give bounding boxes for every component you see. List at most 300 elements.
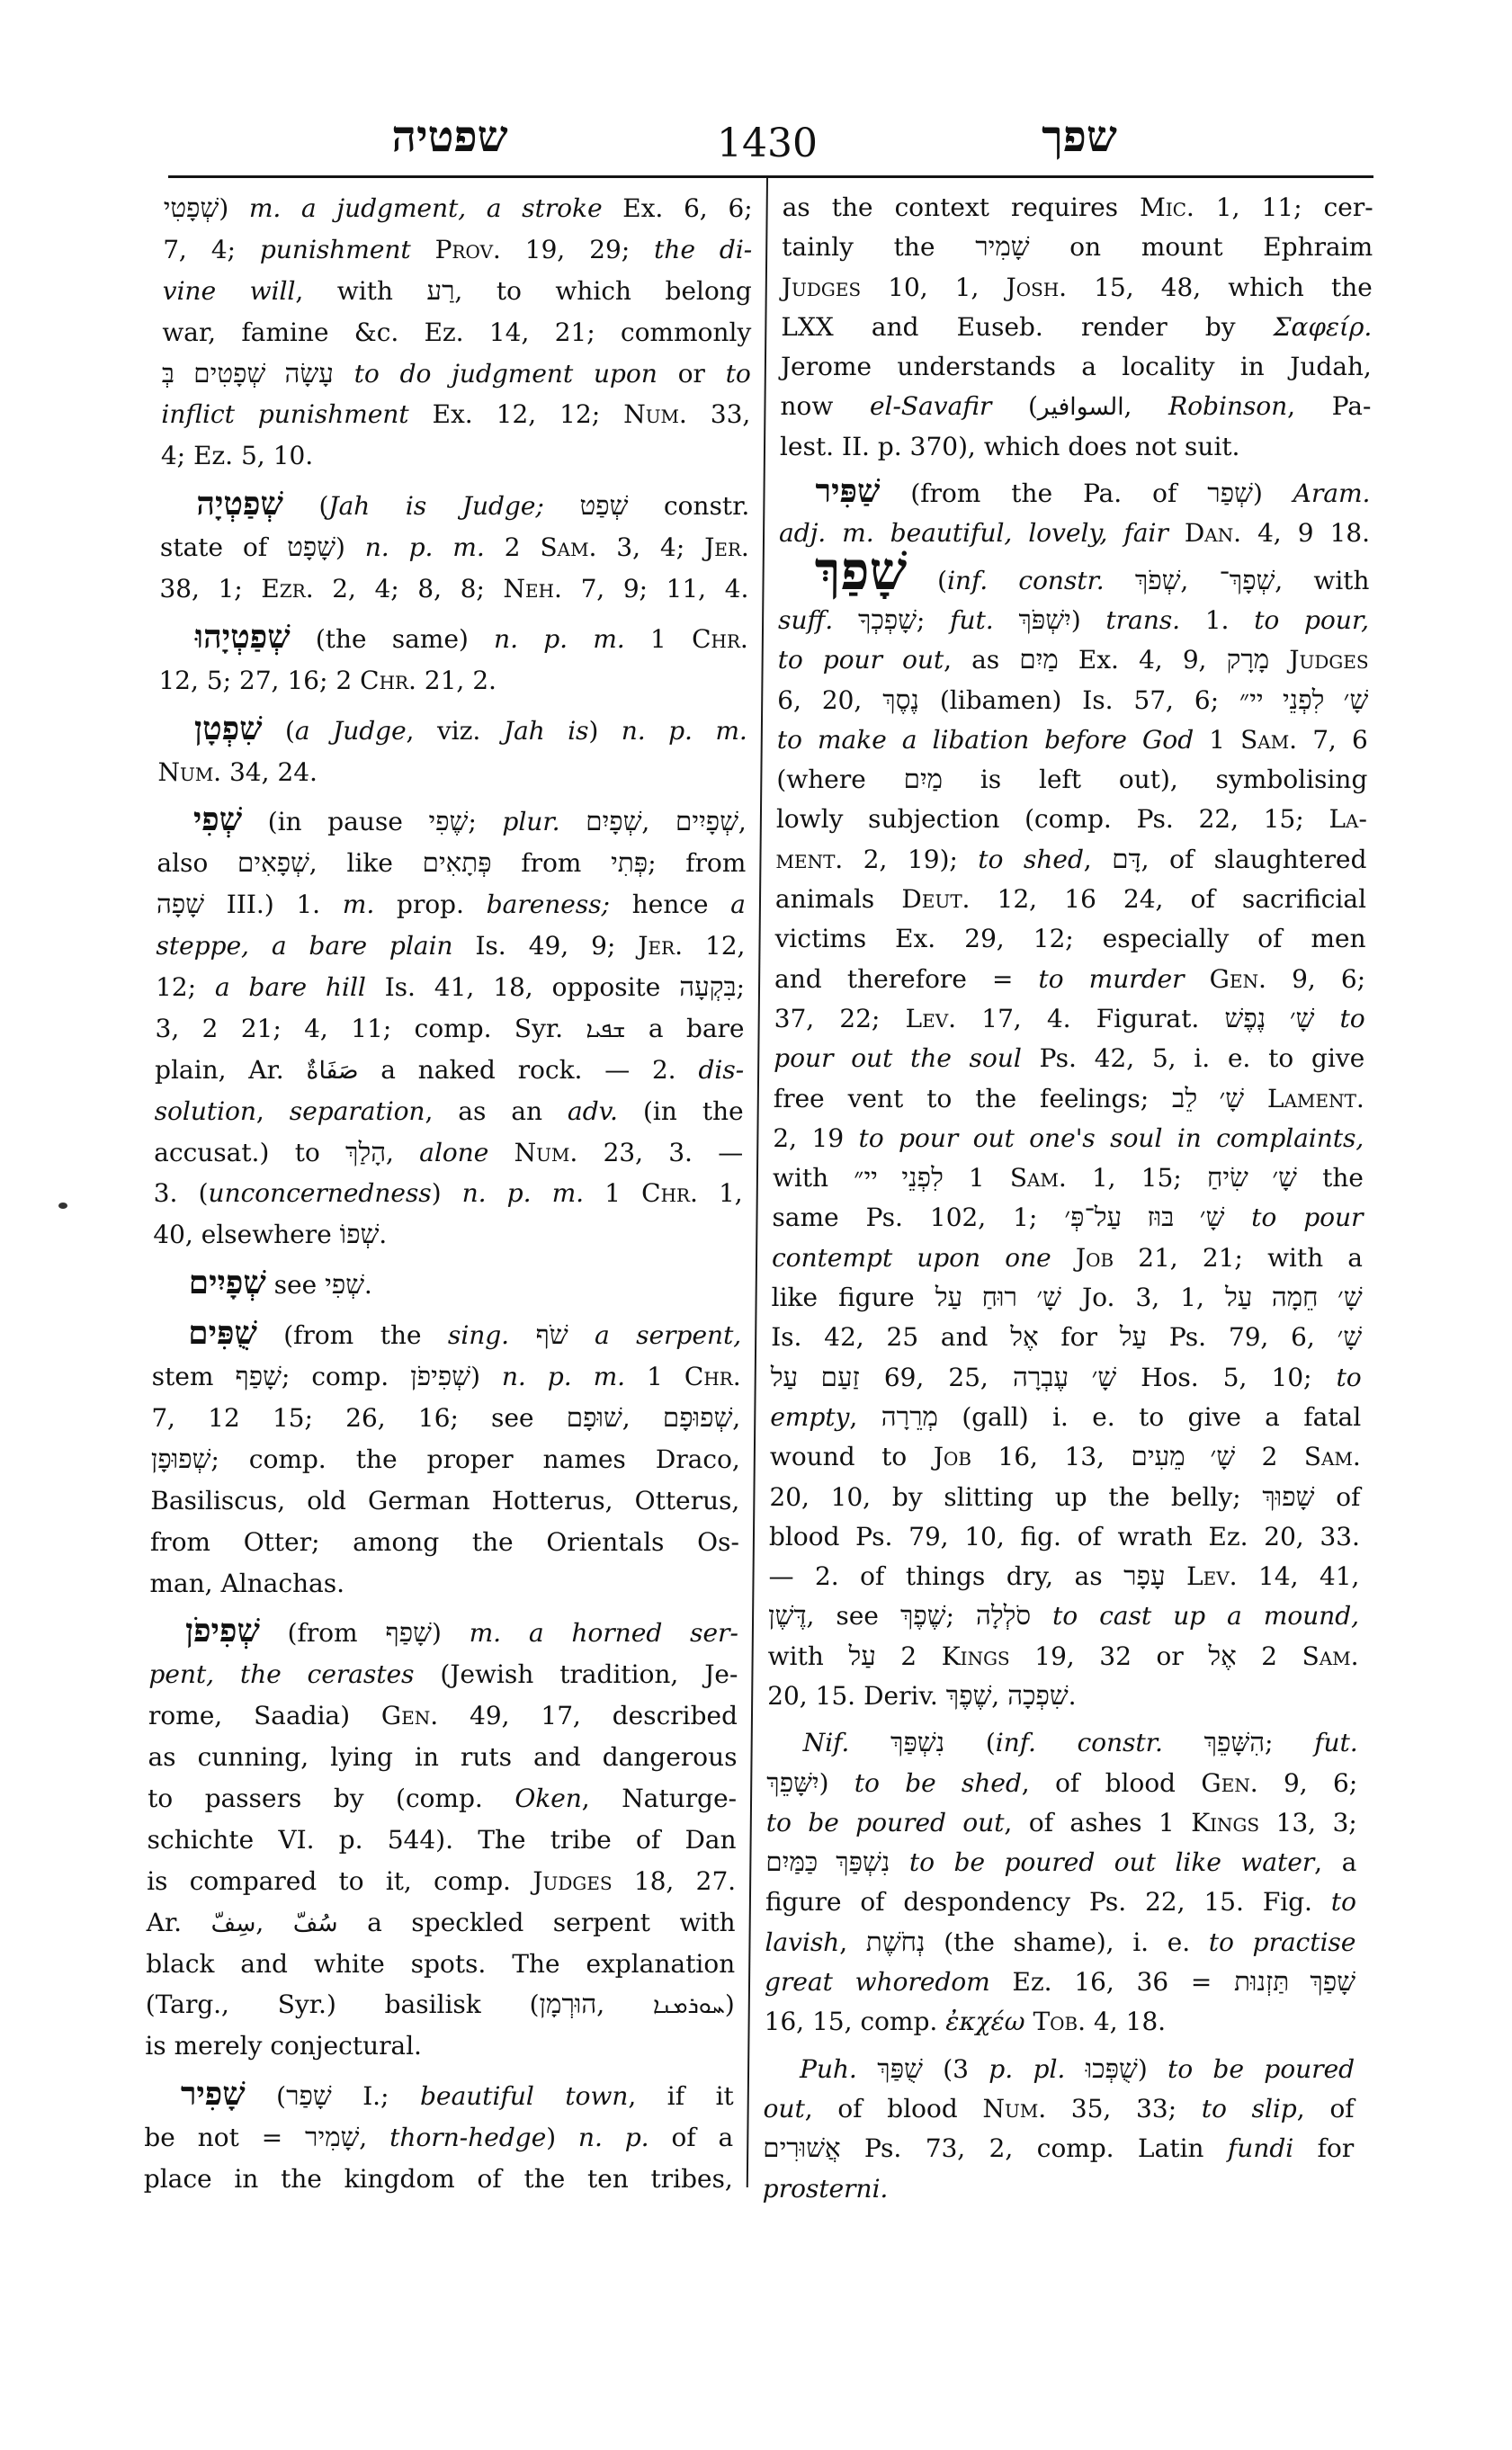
italic-text: separation (289, 1095, 425, 1126)
text-line (772, 1238, 1363, 1278)
small-caps-reference: Kings (1191, 1807, 1260, 1838)
roman-text: 13, 3; (1259, 1807, 1357, 1838)
hebrew-word: בִּקְעָה (679, 973, 737, 1003)
roman-text: constr. (628, 491, 750, 522)
text-line (778, 601, 1369, 640)
italic-text: to murder (1038, 963, 1185, 994)
hebrew-word: שָׁפְכְךָ (857, 605, 917, 635)
roman-text: 34, 24. (221, 756, 318, 787)
text-line (161, 394, 750, 435)
hebrew-headword: שְׁפִי (192, 801, 243, 838)
italic-text: bareness; (486, 890, 611, 920)
roman-text: 7, 9; 11, 4. (561, 574, 749, 604)
roman-text: 1, (697, 1178, 743, 1209)
roman-text: the (1296, 1163, 1364, 1194)
roman-text: 49, 17, described (438, 1701, 738, 1731)
small-caps-reference: Gen. (380, 1701, 439, 1731)
text-line (776, 760, 1367, 800)
italic-text: fut. (949, 604, 994, 635)
italic-text: out (763, 2093, 805, 2124)
hebrew-word: דָּם (1112, 845, 1141, 874)
roman-text: (Targ., Syr.) basilisk ( (145, 1990, 540, 2020)
roman-text: ) (431, 1178, 462, 1209)
small-caps-reference: Prov. (434, 234, 502, 264)
small-caps-reference: Num. (623, 399, 688, 430)
roman-text: 17, 4. Figurat. (955, 1003, 1225, 1033)
italic-text: pent, the cerastes (148, 1659, 415, 1690)
small-caps-reference: Judges (781, 272, 862, 302)
small-caps-reference: Tob. (1033, 2007, 1087, 2037)
roman-text: lowly subjection (comp. Ps. 22, 15; (775, 804, 1329, 835)
text-line (777, 640, 1368, 680)
roman-text (568, 1320, 595, 1350)
italic-text: inf. constr. (995, 1728, 1164, 1758)
italic-text: Robinson (1168, 391, 1288, 422)
roman-text: 3, 2 21; 4, 11; comp. Syr. (155, 1013, 586, 1043)
roman-text: 2 (875, 1641, 942, 1671)
hebrew-word: שָׁפַף (235, 1363, 282, 1392)
text-line (771, 1358, 1362, 1398)
hebrew-word: שְׁפָךְ־ (1219, 566, 1275, 595)
roman-text: is merely conjectural. (145, 2031, 423, 2061)
roman-text: , Naturge- (581, 1783, 738, 1813)
roman-text: Ex. 4, 9, (1058, 645, 1227, 675)
text-line (157, 752, 747, 793)
roman-text: 20, 15. Deriv. (767, 1680, 946, 1711)
roman-text: a bare (625, 1013, 745, 1043)
hebrew-word: שְׁפָיִים (675, 808, 739, 837)
text-line (157, 843, 746, 884)
italic-text: empty (770, 1401, 850, 1432)
text-line (163, 229, 752, 271)
hebrew-word: שְׁפוּפָן (150, 1444, 211, 1474)
roman-text: I.; (331, 2081, 421, 2112)
roman-text: , of slaughtered (1141, 844, 1367, 874)
roman-text: Basiliscus, old German Hotterus, Otterus, (150, 1485, 740, 1516)
small-caps-reference: Josh. (1006, 272, 1068, 302)
roman-text: , to which belong (454, 275, 752, 306)
italic-text: to cast up a mound, (1051, 1601, 1360, 1632)
roman-text: 23, 3. — (577, 1137, 744, 1167)
hebrew-word: אֶל (1010, 1323, 1039, 1353)
small-caps-reference: Num. (982, 2093, 1047, 2124)
small-caps-reference: Neh. (503, 574, 563, 604)
roman-text (1024, 2007, 1033, 2036)
roman-text: ; (1264, 1728, 1315, 1758)
roman-text: is compared to it, comp. (147, 1865, 533, 1896)
hebrew-word: שְׁפַר (1207, 479, 1254, 509)
roman-text: 40, elsewhere (153, 1220, 340, 1250)
italic-text: n. p. m. (621, 715, 748, 746)
roman-text: victims Ex. 29, 12; especially of men (774, 924, 1366, 954)
small-caps-reference: Lament. (1266, 1083, 1365, 1113)
roman-text: ; from (647, 848, 747, 879)
roman-text: ; (916, 604, 951, 635)
roman-text: Ez. 16, 36 = (989, 1967, 1235, 1998)
text-line (774, 1079, 1364, 1119)
roman-text: on mount Ephraim (1029, 232, 1373, 263)
roman-text (833, 605, 858, 635)
hebrew-word: שָׁ׳ (1337, 1323, 1363, 1353)
roman-text: , (849, 1401, 881, 1432)
text-line (152, 1356, 741, 1398)
roman-text: 35, 33; (1046, 2093, 1202, 2124)
roman-text: see (265, 1270, 326, 1301)
roman-text: 1, 11; cer- (1194, 192, 1373, 222)
roman-text: 12; (155, 972, 216, 1003)
roman-text: animals (774, 884, 902, 915)
roman-text: a naked rock. — 2. (358, 1054, 699, 1085)
text-line (775, 880, 1366, 919)
text-line (774, 960, 1365, 999)
text-line (763, 2089, 1354, 2129)
text-line (148, 1737, 737, 1778)
roman-text: for (1293, 2133, 1355, 2164)
text-line (765, 1882, 1356, 1922)
italic-text: a (730, 890, 747, 920)
text-line (160, 527, 749, 568)
roman-text: ) (1252, 478, 1293, 509)
small-caps-reference: Jer. (703, 532, 750, 563)
roman-text: Ex. 12, 12; (408, 399, 624, 430)
entry-first-line (159, 619, 748, 660)
italic-text: n. p. (577, 2123, 649, 2153)
roman-text (1224, 1203, 1251, 1232)
hebrew-word: שֶׁפֶךְ (899, 1602, 946, 1632)
roman-text: plain, Ar. (154, 1054, 307, 1085)
roman-text: , see (806, 1601, 901, 1632)
text-line (163, 188, 752, 229)
hebrew-headword: שֻׁפִּים (188, 1315, 258, 1352)
roman-text: , (385, 1137, 420, 1167)
text-line (766, 1764, 1357, 1803)
roman-text: for (1038, 1322, 1120, 1353)
roman-text: 4, 18. (1085, 2007, 1167, 2037)
roman-text: , of (1296, 2093, 1355, 2124)
roman-text: , if it (628, 2081, 734, 2112)
small-caps-reference: Sam. (1239, 724, 1298, 755)
hebrew-headword: שַׁפִּיר (815, 473, 881, 510)
small-caps-reference: Lev. (905, 1003, 957, 1033)
roman-text (488, 1138, 514, 1167)
text-line (771, 1278, 1362, 1318)
hebrew-headword: שְׁפִיפֹן (184, 1613, 261, 1650)
italic-text: n. p. m. (461, 1178, 585, 1209)
roman-text: 18, 27. (612, 1865, 737, 1896)
hebrew-word: שֻׁפְּכוּ (1085, 2054, 1138, 2084)
italic-text: fut. (1313, 1728, 1358, 1758)
italic-text: trans. (1105, 604, 1181, 635)
hebrew-word: שְׁפָיִם (586, 808, 642, 837)
italic-text: plur. (502, 807, 560, 837)
arabic-word: صَفَاةٌ (306, 1056, 359, 1085)
hebrew-word: עַל (1119, 1323, 1148, 1353)
text-line (782, 188, 1373, 228)
text-line (773, 1119, 1364, 1158)
roman-text (334, 359, 354, 389)
roman-text: Ex. 6, 6; (602, 193, 753, 223)
roman-text: ( (944, 1728, 996, 1758)
text-line (146, 1984, 735, 2025)
roman-text: 2, 19 (773, 1122, 859, 1153)
roman-text: blood Ps. 79, 10, fig. of wrath Ez. 20, 33. (768, 1521, 1361, 1551)
italic-text: to practise (1208, 1927, 1356, 1957)
roman-text: 16, 15, comp. (764, 2007, 946, 2037)
small-caps-reference: Num. (157, 756, 222, 787)
text-line (769, 1478, 1360, 1517)
text-line (774, 1039, 1364, 1078)
roman-text: 2 (1234, 1442, 1305, 1472)
italic-text: to (1336, 1362, 1362, 1392)
roman-text: , viz. (406, 715, 504, 746)
roman-text: (where (776, 765, 904, 795)
roman-text: ) (1137, 2053, 1168, 2084)
roman-text: 1 (624, 1362, 685, 1392)
roman-text: with (767, 1641, 849, 1671)
roman-text: 1 (624, 623, 693, 654)
hebrew-word: שָׁמִיר (304, 2124, 360, 2153)
syriac-word: ܫܦܝܐ (586, 1015, 626, 1042)
hebrew-headword: שָׁפִיר (180, 2076, 246, 2113)
roman-text: 3, 4; (596, 532, 705, 563)
roman-text: rome, Saadia) (148, 1701, 382, 1731)
hebrew-word: לִפְנֵי יי״ (854, 1164, 944, 1194)
roman-text: place in the kingdom of the ten tribes, (143, 2163, 734, 2194)
roman-text: ) (335, 532, 366, 563)
roman-text: 1 (583, 1178, 642, 1209)
text-line (771, 1318, 1362, 1357)
hebrew-headword: שְׁפָיִים (188, 1265, 266, 1301)
text-line (150, 1522, 739, 1563)
italic-text: punishment (259, 234, 411, 264)
roman-text: wound to (769, 1442, 934, 1472)
hebrew-word: שְׁפַט (579, 492, 629, 522)
roman-text (849, 1728, 890, 1757)
hebrew-word: הִשָּׁפֵךְ (1203, 1729, 1266, 1758)
roman-text: ) (546, 2123, 579, 2153)
small-caps-reference: La- (1329, 804, 1368, 835)
roman-text (559, 807, 586, 836)
italic-text: Nif. (802, 1728, 850, 1758)
text-line (775, 840, 1366, 880)
roman-text: 7, 12 15; 26, 16; see (151, 1402, 567, 1433)
roman-text: — 2. of things dry, as (768, 1561, 1124, 1592)
hebrew-word: שָׁ׳ בּוּז עַל־פְּ׳ (1064, 1203, 1225, 1233)
roman-text: 2 (484, 532, 541, 563)
roman-text (857, 2054, 878, 2084)
small-caps-reference: Judges (1289, 645, 1369, 675)
roman-text: , of blood (1021, 1767, 1202, 1798)
syriac-word: ܚܘܪܡܢܐ (652, 1992, 725, 2019)
roman-text (1163, 1728, 1204, 1757)
roman-text: lest. II. p. 370), which does not suit. (779, 431, 1240, 461)
italic-text: Oken (514, 1783, 583, 1813)
hebrew-word: הוּרְמָן (539, 1990, 597, 2020)
roman-text: hence (609, 890, 731, 920)
roman-text (1314, 1004, 1339, 1033)
roman-text: prop. (374, 890, 487, 920)
hebrew-word: מָרָק (1226, 646, 1270, 675)
italic-text: a bare hill (214, 972, 366, 1003)
roman-text: , with (295, 275, 427, 306)
small-caps-reference: Num. (514, 1137, 578, 1167)
hebrew-word: פְּתִי (610, 849, 649, 879)
text-line (162, 312, 751, 353)
text-line (161, 435, 750, 477)
text-line (776, 800, 1367, 839)
roman-text: Ps. 42, 5, i. e. to give (1021, 1043, 1365, 1074)
text-line (149, 1563, 738, 1605)
italic-text: great whoredom (764, 1967, 990, 1998)
italic-text: unconcernedness (208, 1178, 432, 1209)
roman-text: ( (262, 715, 296, 746)
hebrew-word: שָׁ׳ מֵעִים (1131, 1443, 1236, 1472)
roman-text: . (1068, 1680, 1077, 1711)
roman-text: (from the (256, 1320, 449, 1351)
italic-text: to make a libation before God (776, 724, 1194, 755)
text-line (155, 1050, 744, 1091)
text-line (769, 1517, 1360, 1557)
text-line (156, 967, 745, 1008)
text-line (144, 2159, 733, 2200)
text-line (774, 919, 1365, 959)
italic-text: fundi (1227, 2133, 1294, 2164)
italic-text: a serpent, (594, 1320, 742, 1351)
hebrew-word: אֲשׁוּרִים (763, 2134, 841, 2164)
text-line (781, 347, 1372, 387)
roman-text: 33, (686, 399, 751, 430)
hebrew-word: שְׁפוֹ (339, 1221, 380, 1250)
text-line (780, 387, 1371, 426)
text-line (155, 1008, 744, 1050)
hebrew-word: שָׁ׳ נֶפֶשׁ (1224, 1004, 1315, 1033)
italic-text: a Judge (294, 715, 407, 746)
roman-text: 21, 2. (416, 665, 497, 695)
roman-text (1031, 1601, 1052, 1631)
italic-text: inflict punishment (161, 399, 409, 430)
text-line (780, 427, 1371, 467)
roman-text: 1, 15; (1066, 1163, 1208, 1194)
italic-text: to pour out (777, 645, 944, 675)
roman-text (1184, 964, 1209, 994)
arabic-word: سُفّ (292, 1909, 338, 1937)
roman-text (1269, 645, 1289, 675)
text-line (163, 271, 752, 312)
text-line (148, 1654, 738, 1695)
roman-text: same Ps. 102, 1; (772, 1203, 1065, 1233)
text-line (148, 1778, 737, 1820)
text-line (767, 1677, 1358, 1716)
text-line (147, 1861, 736, 1902)
roman-text: 2, 4; 8, 8; (313, 574, 504, 604)
italic-text: el-Savafir (869, 391, 992, 422)
small-caps-reference: ment. (775, 844, 844, 874)
hebrew-word: עַל (848, 1641, 876, 1671)
roman-text: , (1123, 391, 1169, 422)
entry-first-line (158, 711, 747, 752)
hebrew-word: שָׁפָה (156, 890, 205, 920)
roman-text: like figure (771, 1283, 935, 1313)
hebrew-word: שָׁ׳ לִפְנֵי יי״ (1239, 685, 1369, 715)
small-caps-reference: Judges (532, 1865, 613, 1896)
roman-text: free vent to the feelings; (773, 1083, 1173, 1113)
text-line (145, 2025, 734, 2067)
text-line (144, 2117, 733, 2159)
roman-text: (from the Pa. of (880, 478, 1208, 509)
roman-text: , (732, 1402, 741, 1433)
roman-text: ; comp. the proper names Draco, (210, 1444, 740, 1474)
arabic-word: سِفّ (210, 1909, 256, 1937)
roman-text: 12, 5; 27, 16; 2 (158, 665, 361, 695)
hebrew-word: שְׁפֹךְ (1134, 566, 1181, 595)
roman-text: of (1314, 1481, 1361, 1512)
roman-text: , (991, 1680, 1008, 1711)
italic-text: to do judgment upon (353, 358, 658, 389)
italic-text: to pour, (1254, 604, 1370, 635)
roman-text: (the shame), i. e. (925, 1927, 1210, 1957)
right-column (763, 188, 1373, 2209)
hebrew-word: רַע (426, 276, 455, 306)
left-column (144, 188, 753, 2200)
roman-text: , (738, 807, 747, 837)
roman-text: 7, 4; (163, 234, 261, 264)
roman-text: with (772, 1163, 854, 1194)
roman-text: 21, 21; with a (1113, 1242, 1364, 1273)
small-caps-reference: Sam. (540, 532, 597, 563)
roman-text: 1 (943, 1163, 1010, 1194)
hebrew-word: שָׁפַף (385, 1619, 433, 1649)
hebrew-word: שָׁ׳ חֵמָה עַל (1224, 1283, 1363, 1313)
hebrew-word: סֹלְלָה (975, 1602, 1032, 1632)
small-caps-reference: Gen. (1201, 1767, 1258, 1798)
italic-text: to (725, 358, 752, 389)
roman-text: , Pa- (1287, 391, 1372, 422)
italic-text: m. (342, 890, 375, 920)
roman-text: ; (945, 1601, 977, 1632)
text-line (765, 1923, 1355, 1963)
roman-text: ) (819, 1767, 854, 1798)
italic-text: to be poured out like water (908, 1847, 1315, 1878)
italic-text: n. p. m. (501, 1362, 626, 1392)
italic-text: contempt upon one (771, 1242, 1051, 1273)
roman-text: to passers by (comp. (147, 1783, 515, 1813)
text-line (770, 1398, 1361, 1437)
text-line (763, 2129, 1354, 2168)
entry-first-line (766, 1723, 1357, 1763)
hebrew-word: עָפָר (1123, 1562, 1166, 1592)
roman-text: 14, 41, (1237, 1561, 1360, 1592)
roman-text: (Jewish tradition, Je- (414, 1659, 738, 1690)
roman-text (509, 1320, 536, 1350)
entry-first-line (778, 541, 1370, 601)
italic-text: vine will (162, 275, 296, 306)
hebrew-word: פְּתָאִים (422, 849, 492, 879)
roman-text: , (839, 1927, 867, 1957)
text-line (147, 1820, 736, 1861)
roman-text: schichte VI. p. 544). The tribe of Dan (147, 1824, 737, 1855)
roman-text (1244, 1084, 1267, 1113)
roman-text: , as an (425, 1095, 568, 1126)
italic-text: p. pl. (989, 2053, 1066, 2084)
text-line (768, 1596, 1359, 1636)
text-line (157, 884, 746, 925)
entry-first-line (145, 2076, 734, 2117)
italic-text: inf. constr. (946, 565, 1105, 595)
small-caps-reference: Job (1075, 1242, 1114, 1273)
roman-text: ( (906, 565, 948, 595)
roman-text: a speckled serpent with (337, 1907, 736, 1937)
small-caps-reference: Chr. (684, 1362, 741, 1392)
